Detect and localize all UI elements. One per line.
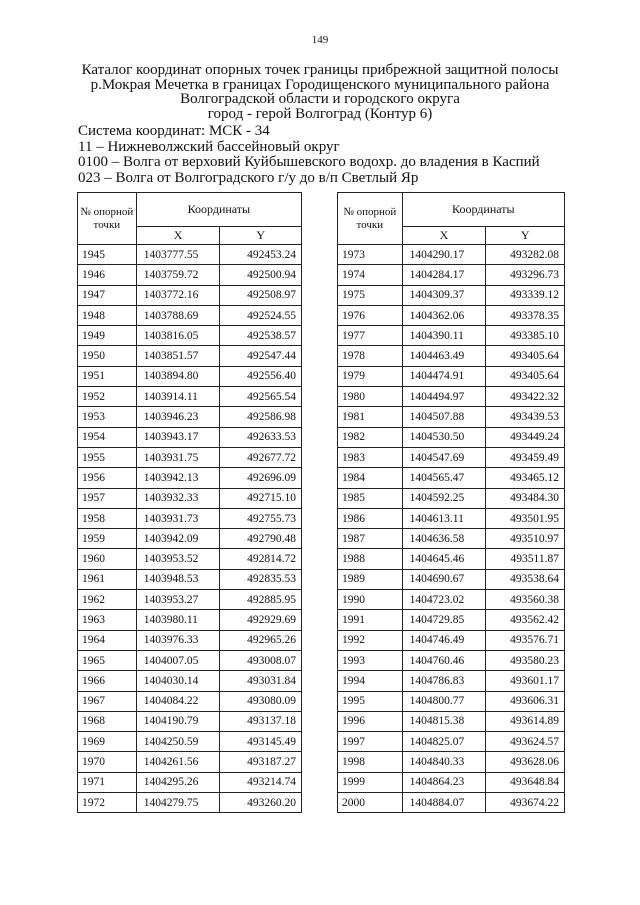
point-number-cell: 1992 (338, 630, 403, 650)
x-coordinate-cell: 1404309.37 (402, 285, 486, 305)
y-coordinate-cell: 493648.84 (486, 772, 565, 792)
table-row (78, 366, 302, 386)
point-number-cell: 1949 (78, 326, 137, 346)
system-line: 023 – Волга от Волгоградского г/у до в/п Светлый Яр (78, 169, 419, 186)
point-number-cell: 1996 (338, 711, 403, 731)
point-number-cell: 1994 (338, 671, 403, 691)
y-coordinate-cell: 493080.09 (220, 691, 302, 711)
point-number-cell: 1952 (78, 387, 137, 407)
x-coordinate-cell: 1404729.85 (402, 610, 486, 630)
y-coordinate-cell: 493214.74 (220, 772, 302, 792)
y-coordinate-cell: 493628.06 (486, 752, 565, 772)
y-coordinate-cell: 493422.32 (486, 387, 565, 407)
coordinates-header: Координаты (402, 193, 564, 227)
x-coordinate-cell: 1404690.67 (402, 569, 486, 589)
x-coordinate-cell: 1404507.88 (402, 407, 486, 427)
table-row (338, 752, 565, 772)
y-coordinate-cell: 493296.73 (486, 265, 565, 285)
table-row (338, 427, 565, 447)
table-row (78, 772, 302, 792)
y-coordinate-cell: 492556.40 (220, 366, 302, 386)
x-coordinate-cell: 1403953.27 (136, 590, 220, 610)
table-row (338, 488, 565, 508)
y-coordinate-cell: 493601.17 (486, 671, 565, 691)
point-number-cell: 1989 (338, 569, 403, 589)
x-header: X (402, 227, 486, 245)
table-row (338, 285, 565, 305)
y-coordinate-cell: 492500.94 (220, 265, 302, 285)
point-number-cell: 1990 (338, 590, 403, 610)
x-coordinate-cell: 1404463.49 (402, 346, 486, 366)
table-row (78, 610, 302, 630)
point-number-cell: 1976 (338, 305, 403, 325)
table-row (338, 610, 565, 630)
point-number-cell: 1968 (78, 711, 137, 731)
point-number-cell: 1951 (78, 366, 137, 386)
table-row (338, 549, 565, 569)
point-number-cell: 1974 (338, 265, 403, 285)
y-coordinate-cell: 493538.64 (486, 569, 565, 589)
table-row (338, 691, 565, 711)
x-coordinate-cell: 1403942.13 (136, 468, 220, 488)
x-coordinate-cell: 1404723.02 (402, 590, 486, 610)
system-line: 11 – Нижневолжский бассейновый округ (78, 138, 340, 155)
x-coordinate-cell: 1403946.23 (136, 407, 220, 427)
point-number-cell: 1969 (78, 732, 137, 752)
table-row (338, 387, 565, 407)
page-number: 149 (311, 34, 329, 46)
point-number-cell: 1956 (78, 468, 137, 488)
x-coordinate-cell: 1403816.05 (136, 326, 220, 346)
point-number-cell: 1967 (78, 691, 137, 711)
table-row (78, 732, 302, 752)
point-number-cell: 1984 (338, 468, 403, 488)
x-header: X (136, 227, 220, 245)
point-number-cell: 1981 (338, 407, 403, 427)
point-number-cell: 1972 (78, 793, 137, 813)
point-number-cell: 1978 (338, 346, 403, 366)
x-coordinate-cell: 1404746.49 (402, 630, 486, 650)
y-coordinate-cell: 493576.71 (486, 630, 565, 650)
table-row (338, 711, 565, 731)
y-coordinate-cell: 493606.31 (486, 691, 565, 711)
table-row (78, 407, 302, 427)
y-coordinate-cell: 493580.23 (486, 650, 565, 670)
point-number-cell: 1985 (338, 488, 403, 508)
point-number-cell: 1957 (78, 488, 137, 508)
point-number-cell: 1979 (338, 366, 403, 386)
table-row (78, 529, 302, 549)
point-number-cell: 1945 (78, 245, 137, 265)
y-coordinate-cell: 493439.53 (486, 407, 565, 427)
x-coordinate-cell: 1403851.57 (136, 346, 220, 366)
y-coordinate-cell: 492547.44 (220, 346, 302, 366)
point-number-cell: 1958 (78, 508, 137, 528)
title-line: р.Мокрая Мечетка в границах Городищенского муниципального района (90, 76, 550, 93)
x-coordinate-cell: 1404084.22 (136, 691, 220, 711)
x-coordinate-cell: 1403914.11 (136, 387, 220, 407)
title-line: Волгоградской области и городского округа (180, 91, 460, 107)
point-number-cell: 1995 (338, 691, 403, 711)
y-coordinate-cell: 493624.57 (486, 732, 565, 752)
table-row (338, 772, 565, 792)
y-coordinate-cell: 492508.97 (220, 285, 302, 305)
x-coordinate-cell: 1403894.80 (136, 366, 220, 386)
point-number-cell: 1964 (78, 630, 137, 650)
y-coordinate-cell: 493031.84 (220, 671, 302, 691)
y-coordinate-cell: 492696.09 (220, 468, 302, 488)
table-row (338, 590, 565, 610)
table-row (338, 630, 565, 650)
point-number-cell: 2000 (338, 793, 403, 813)
point-number-cell: 1954 (78, 427, 137, 447)
x-coordinate-cell: 1404474.91 (402, 366, 486, 386)
table-row (78, 590, 302, 610)
x-coordinate-cell: 1404800.77 (402, 691, 486, 711)
x-coordinate-cell: 1404530.50 (402, 427, 486, 447)
x-coordinate-cell: 1403772.16 (136, 285, 220, 305)
point-number-cell: 1962 (78, 590, 137, 610)
point-number-cell: 1959 (78, 529, 137, 549)
y-coordinate-cell: 493674.22 (486, 793, 565, 813)
y-coordinate-cell: 493385.10 (486, 326, 565, 346)
point-number-header: № опорной точки (78, 193, 137, 245)
point-number-cell: 1982 (338, 427, 403, 447)
x-coordinate-cell: 1404290.17 (402, 245, 486, 265)
point-number-cell: 1988 (338, 549, 403, 569)
y-coordinate-cell: 493378.35 (486, 305, 565, 325)
y-coordinate-cell: 493510.97 (486, 529, 565, 549)
y-coordinate-cell: 493339.12 (486, 285, 565, 305)
x-coordinate-cell: 1404030.14 (136, 671, 220, 691)
point-number-cell: 1953 (78, 407, 137, 427)
x-coordinate-cell: 1404864.23 (402, 772, 486, 792)
y-coordinate-cell: 493282.08 (486, 245, 565, 265)
point-number-cell: 1991 (338, 610, 403, 630)
y-coordinate-cell: 493511.87 (486, 549, 565, 569)
x-coordinate-cell: 1404390.11 (402, 326, 486, 346)
x-coordinate-cell: 1404261.56 (136, 752, 220, 772)
x-coordinate-cell: 1404362.06 (402, 305, 486, 325)
x-coordinate-cell: 1403932.33 (136, 488, 220, 508)
table-row (78, 285, 302, 305)
table-row (78, 650, 302, 670)
y-coordinate-cell: 492715.10 (220, 488, 302, 508)
table-row (78, 671, 302, 691)
table-row (78, 265, 302, 285)
point-number-cell: 1977 (338, 326, 403, 346)
table-row (338, 468, 565, 488)
x-coordinate-cell: 1404190.79 (136, 711, 220, 731)
table-row (338, 793, 565, 813)
table-row (338, 671, 565, 691)
y-coordinate-cell: 492814.72 (220, 549, 302, 569)
y-coordinate-cell: 492755.73 (220, 508, 302, 528)
table-row (78, 326, 302, 346)
x-coordinate-cell: 1404547.69 (402, 447, 486, 467)
y-coordinate-cell: 493405.64 (486, 346, 565, 366)
title-line: Каталог координат опорных точек границы прибрежной защитной полосы (81, 62, 559, 78)
x-coordinate-cell: 1404825.07 (402, 732, 486, 752)
y-coordinate-cell: 493260.20 (220, 793, 302, 813)
x-coordinate-cell: 1404840.33 (402, 752, 486, 772)
y-coordinate-cell: 492633.53 (220, 427, 302, 447)
x-coordinate-cell: 1404494.97 (402, 387, 486, 407)
table-row (338, 529, 565, 549)
x-coordinate-cell: 1404565.47 (402, 468, 486, 488)
x-coordinate-cell: 1404613.11 (402, 508, 486, 528)
x-coordinate-cell: 1404250.59 (136, 732, 220, 752)
coordinate-system-info (78, 124, 540, 186)
table-row (338, 265, 565, 285)
table-row (338, 326, 565, 346)
x-coordinate-cell: 1403976.33 (136, 630, 220, 650)
y-coordinate-cell: 493449.24 (486, 427, 565, 447)
x-coordinate-cell: 1404279.75 (136, 793, 220, 813)
point-number-cell: 1966 (78, 671, 137, 691)
x-coordinate-cell: 1404760.46 (402, 650, 486, 670)
coordinates-header: Координаты (136, 193, 301, 227)
x-coordinate-cell: 1403953.52 (136, 549, 220, 569)
x-coordinate-cell: 1403943.17 (136, 427, 220, 447)
table-row (338, 407, 565, 427)
point-number-cell: 1975 (338, 285, 403, 305)
y-coordinate-cell: 492929.69 (220, 610, 302, 630)
system-line: Система координат: МСК - 34 (78, 123, 270, 139)
point-number-cell: 1946 (78, 265, 137, 285)
y-coordinate-cell: 493465.12 (486, 468, 565, 488)
x-coordinate-cell: 1403788.69 (136, 305, 220, 325)
point-number-cell: 1948 (78, 305, 137, 325)
table-row (78, 447, 302, 467)
table-row (78, 752, 302, 772)
table-row (78, 346, 302, 366)
table-row (338, 245, 565, 265)
table-row (78, 427, 302, 447)
y-coordinate-cell: 492835.53 (220, 569, 302, 589)
y-coordinate-cell: 493560.38 (486, 590, 565, 610)
x-coordinate-cell: 1403759.72 (136, 265, 220, 285)
point-number-cell: 1965 (78, 650, 137, 670)
point-number-cell: 1987 (338, 529, 403, 549)
y-coordinate-cell: 493145.49 (220, 732, 302, 752)
y-coordinate-cell: 492538.57 (220, 326, 302, 346)
point-number-cell: 1960 (78, 549, 137, 569)
point-number-cell: 1963 (78, 610, 137, 630)
y-coordinate-cell: 492790.48 (220, 529, 302, 549)
table-row (78, 468, 302, 488)
table-row (78, 569, 302, 589)
y-coordinate-cell: 493484.30 (486, 488, 565, 508)
table-row (78, 549, 302, 569)
y-coordinate-cell: 493008.07 (220, 650, 302, 670)
y-coordinate-cell: 493614.89 (486, 711, 565, 731)
table-row (338, 650, 565, 670)
table-row (338, 366, 565, 386)
point-number-cell: 1947 (78, 285, 137, 305)
y-coordinate-cell: 493137.18 (220, 711, 302, 731)
y-coordinate-cell: 493187.27 (220, 752, 302, 772)
table-row (338, 346, 565, 366)
y-coordinate-cell: 493501.95 (486, 508, 565, 528)
coordinates-table-right (337, 192, 565, 813)
system-line: 0100 – Волга от верховий Куйбышевского водохр. до владения в Каспий (78, 154, 540, 170)
y-header: Y (486, 227, 565, 245)
table-row (78, 630, 302, 650)
table-row (78, 305, 302, 325)
x-coordinate-cell: 1403777.55 (136, 245, 220, 265)
x-coordinate-cell: 1404284.17 (402, 265, 486, 285)
y-coordinate-cell: 492965.26 (220, 630, 302, 650)
table-row (78, 508, 302, 528)
y-coordinate-cell: 492586.98 (220, 407, 302, 427)
x-coordinate-cell: 1403931.73 (136, 508, 220, 528)
table-row (338, 732, 565, 752)
point-number-cell: 1971 (78, 772, 137, 792)
table-row (338, 508, 565, 528)
y-header: Y (220, 227, 302, 245)
table-row (78, 488, 302, 508)
point-number-cell: 1998 (338, 752, 403, 772)
x-coordinate-cell: 1404592.25 (402, 488, 486, 508)
x-coordinate-cell: 1404884.07 (402, 793, 486, 813)
table-row (78, 387, 302, 407)
x-coordinate-cell: 1404786.83 (402, 671, 486, 691)
point-number-cell: 1973 (338, 245, 403, 265)
point-number-cell: 1999 (338, 772, 403, 792)
y-coordinate-cell: 492677.72 (220, 447, 302, 467)
x-coordinate-cell: 1404636.58 (402, 529, 486, 549)
point-number-cell: 1983 (338, 447, 403, 467)
table-row (78, 245, 302, 265)
title-line: город - герой Волгоград (Контур 6) (207, 105, 433, 122)
table-row (338, 305, 565, 325)
x-coordinate-cell: 1404007.05 (136, 650, 220, 670)
point-number-cell: 1950 (78, 346, 137, 366)
y-coordinate-cell: 493459.49 (486, 447, 565, 467)
y-coordinate-cell: 493562.42 (486, 610, 565, 630)
document-title (0, 63, 640, 121)
point-number-cell: 1986 (338, 508, 403, 528)
x-coordinate-cell: 1403980.11 (136, 610, 220, 630)
point-number-cell: 1980 (338, 387, 403, 407)
table-row (78, 793, 302, 813)
x-coordinate-cell: 1404295.26 (136, 772, 220, 792)
point-number-cell: 1961 (78, 569, 137, 589)
point-number-cell: 1955 (78, 447, 137, 467)
point-number-header: № опорной точки (338, 193, 403, 245)
x-coordinate-cell: 1403931.75 (136, 447, 220, 467)
point-number-cell: 1993 (338, 650, 403, 670)
y-coordinate-cell: 492524.55 (220, 305, 302, 325)
table-row (338, 569, 565, 589)
x-coordinate-cell: 1403942.09 (136, 529, 220, 549)
table-row (78, 691, 302, 711)
point-number-cell: 1970 (78, 752, 137, 772)
x-coordinate-cell: 1403948.53 (136, 569, 220, 589)
x-coordinate-cell: 1404815.38 (402, 711, 486, 731)
table-row (78, 711, 302, 731)
y-coordinate-cell: 492453.24 (220, 245, 302, 265)
point-number-cell: 1997 (338, 732, 403, 752)
table-row (338, 447, 565, 467)
y-coordinate-cell: 492565.54 (220, 387, 302, 407)
y-coordinate-cell: 493405.64 (486, 366, 565, 386)
x-coordinate-cell: 1404645.46 (402, 549, 486, 569)
coordinates-table-left (77, 192, 302, 813)
y-coordinate-cell: 492885.95 (220, 590, 302, 610)
